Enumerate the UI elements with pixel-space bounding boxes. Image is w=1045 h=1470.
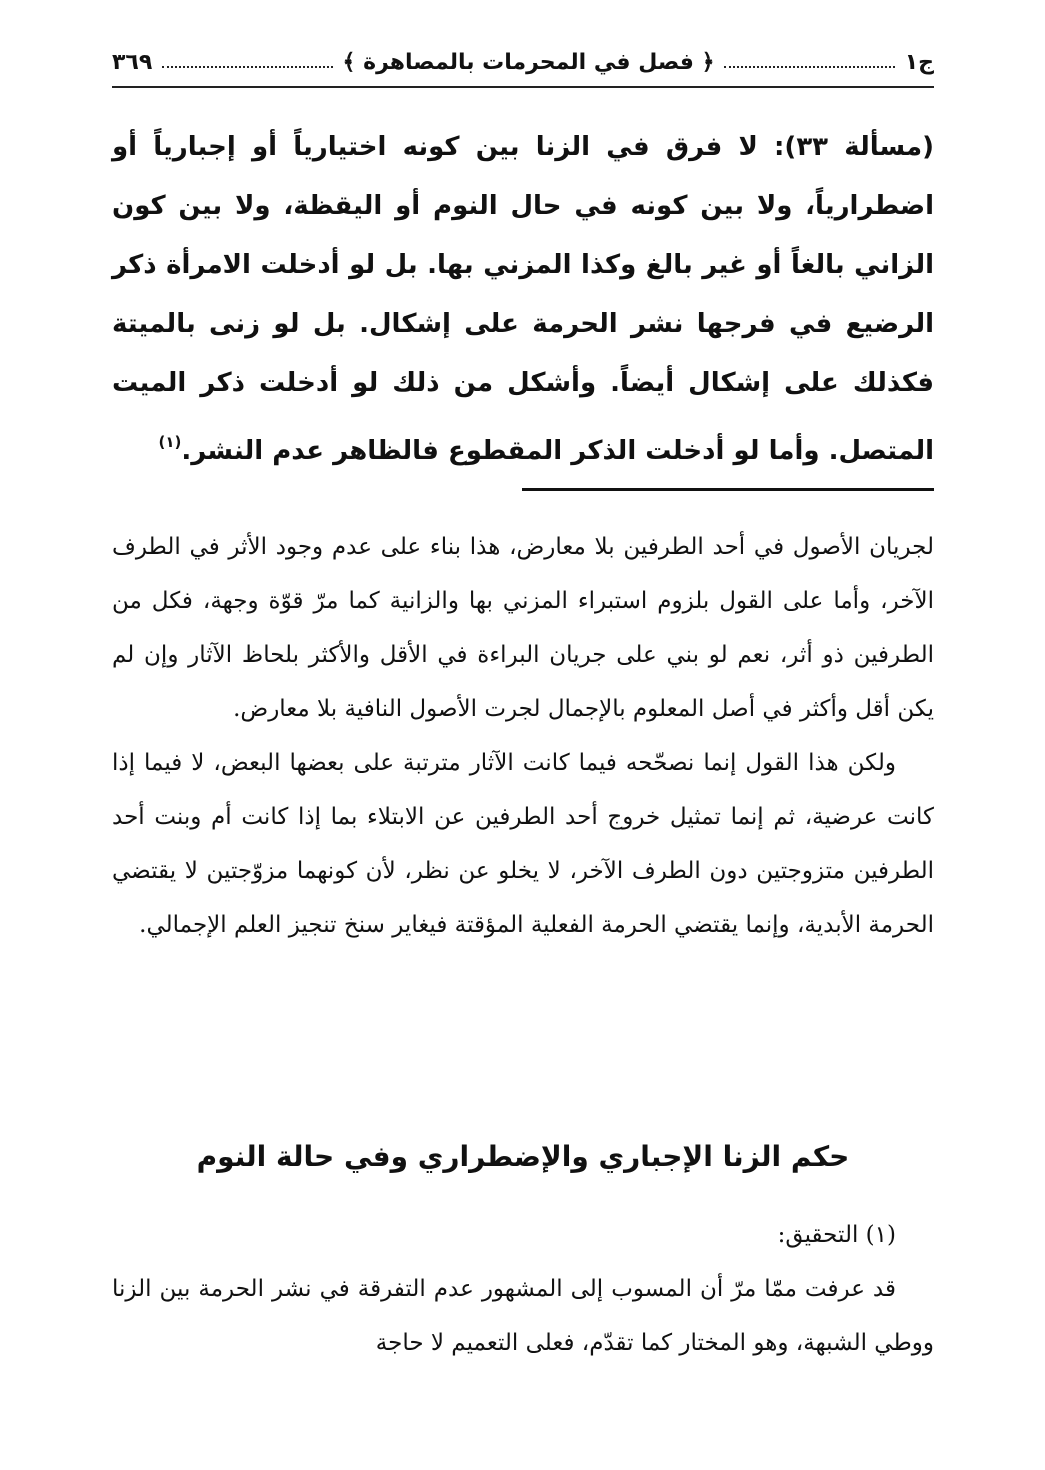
section-heading: حكم الزنا الإجباري والإضطراري وفي حالة النوم <box>196 1140 850 1173</box>
footnote-text: قد عرفت ممّا مرّ أن المسوب إلى المشهور عدم التفرقة في نشر الحرمة بين الزنا ووطي الشبهة، وهو المختار كما تقدّم، فعلى التعميم لا حاجة <box>112 1276 934 1356</box>
running-header <box>112 42 934 82</box>
volume-label: ج١ <box>904 49 934 75</box>
page-number: ٣٦٩ <box>112 49 153 75</box>
main-text <box>112 118 934 481</box>
footnote-label: (١) التحقيق: <box>777 1222 896 1248</box>
header-rule <box>112 86 934 88</box>
notes-paragraph-1: لجريان الأصول في أحد الطرفين بلا معارض، هذا بناء على عدم وجود الأثر في الطرف الآخر، وأما على القول بلزوم استبراء المزني بها والزانية كما مرّ قوّة وجهة، فكل من الطرفين ذو أثر، نعم لو بني على جريان البراءة في الأقل والأكثر بلحاظ الآثار وإن لم يكن أقل وأكثر في أصل المعلوم بالإجمال لجرت الأصول النافية بلا معارض. <box>112 534 934 722</box>
commentary-notes <box>112 520 934 952</box>
main-text-body: (مسألة ٣٣): لا فرق في الزنا بين كونه اختيارياً أو إجبارياً أو اضطرارياً، ولا بين كونه في حال النوم أو اليقظة، ولا بين كون الزاني بالغاً أو غير بالغ وكذا المزني بها. بل لو أدخلت الامرأة ذكر الرضيع في فرجها نشر الحرمة على إشكال. بل لو زنى بالميتة فكذلك على إشكال أيضاً. وأشكل من ذلك لو أدخلت ذكر الميت المتصل. وأما لو أدخلت الذكر المقطوع فالظاهر عدم النشر. <box>112 132 934 466</box>
footnote-separator <box>522 488 934 491</box>
section-title: ﴿ فصل في المحرمات بالمصاهرة ﴾ <box>342 49 715 75</box>
notes-paragraph-2: ولكن هذا القول إنما نصحّحه فيما كانت الآثار مترتبة على بعضها البعض، لا فيما إذا كانت عرضية، ثم إنما تمثيل خروج أحد الطرفين عن الابتلاء بما إذا كانت أم وبنت أحد الطرفين متزوجتين دون الطرف الآخر، لا يخلو عن نظر، لأن كونهما مزوّجتين لا يقتضي الحرمة الأبدية، وإنما يقتضي الحرمة الفعلية المؤقتة فيغاير سنخ تنجيز العلم الإجمالي. <box>112 750 934 938</box>
dotted-leader <box>162 56 332 68</box>
dotted-leader <box>724 56 894 68</box>
footnote-reference: (١) <box>158 433 182 451</box>
footnote-block <box>112 1208 934 1370</box>
